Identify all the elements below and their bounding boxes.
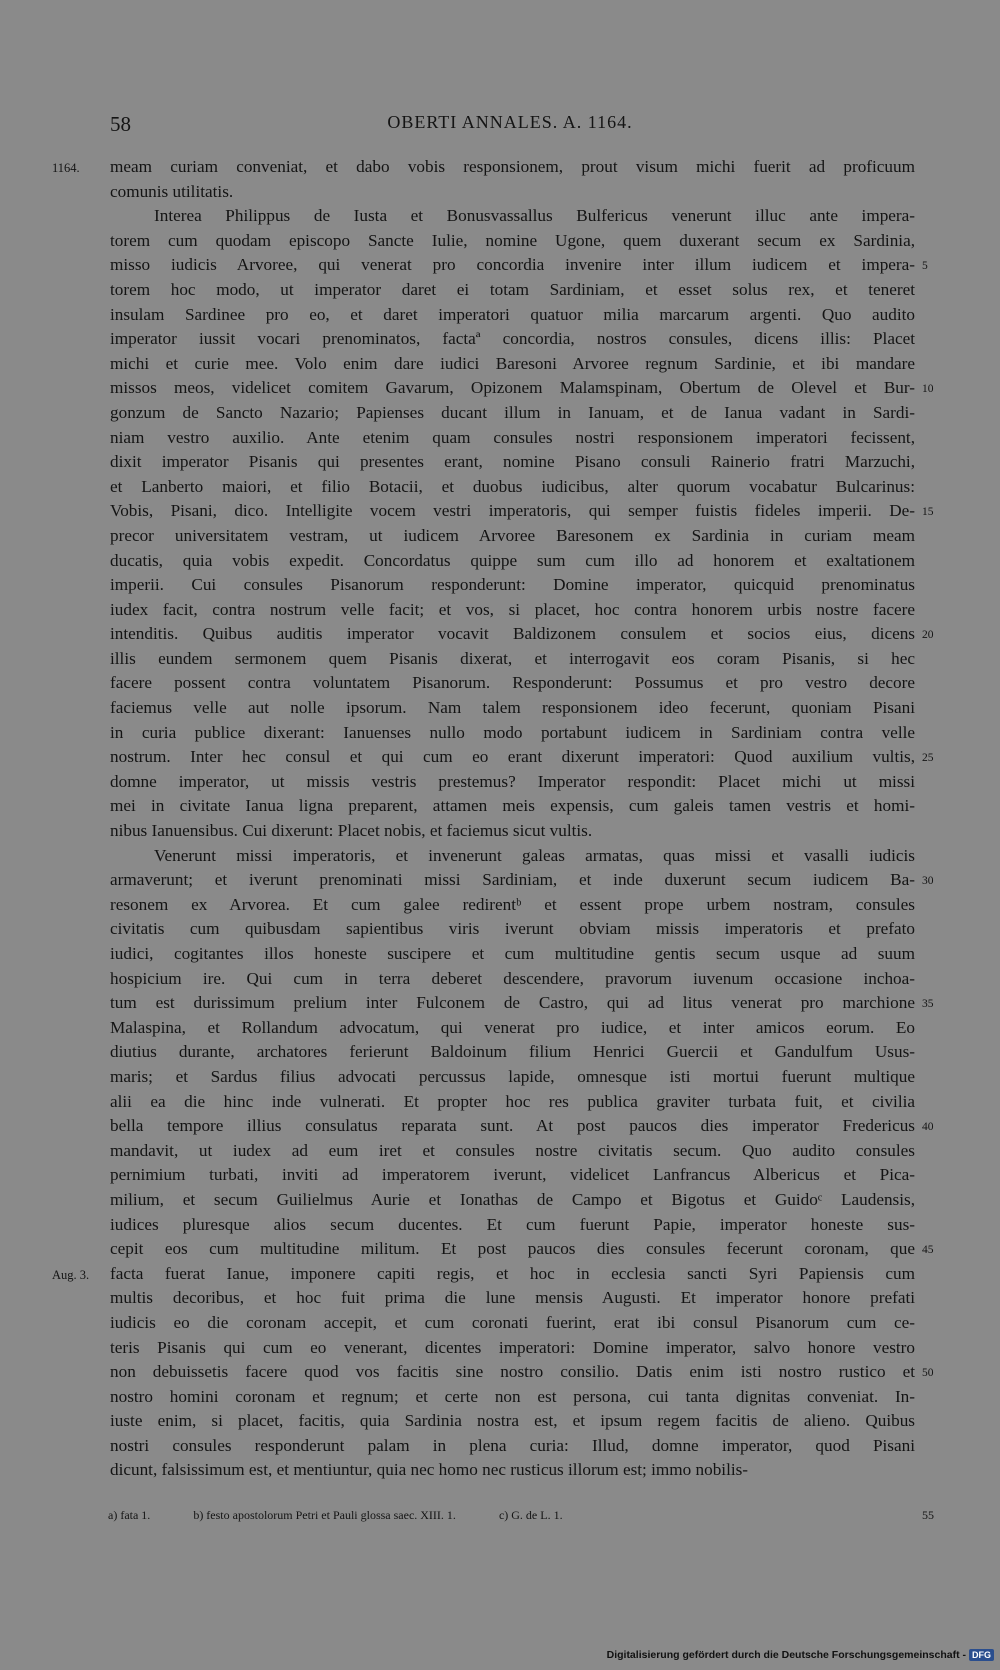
page-number: 58 <box>110 112 131 136</box>
text-line: resonem ex Arvorea. Et cum galee redirentᵇ et essent prope urbem nostram, consules <box>110 894 915 914</box>
page-header <box>110 112 910 142</box>
text-line: mandavit, ut iudex ad eum iret et consules nostre civitatis secum. Quo audito consules <box>110 1140 915 1160</box>
running-title: OBERTI ANNALES. A. 1164. <box>387 112 633 132</box>
body-text <box>110 155 915 1483</box>
text-line: et Lanberto maiori, et filio Botacii, et duobus iudicibus, alter quorum vocabatur Bulcarinus: <box>110 476 915 496</box>
text-line: meam curiam conveniat, et dabo vobis responsionem, prout visum michi fuerit ad proficuum <box>110 157 915 176</box>
text-line: facere possent contra voluntatem Pisanorum. Responderunt: Possumus et pro vestro decore <box>110 673 915 693</box>
text-line: iudex facit, contra nostrum velle facit; et vos, si placet, hoc contra honorem urbis nostre facere <box>110 599 915 619</box>
text-line: iudices pluresque alios secum ducentes. Et cum fuerunt Papie, imperator honeste sus- <box>110 1214 915 1234</box>
text-line: iudicis eo die coronam accepit, et cum coronati fuerint, erat ibi consul Pisanorum cum ce- <box>110 1312 915 1332</box>
text-line: tum est durissimum prelium inter Fulconem de Castro, qui ad litus venerat pro marchione <box>110 993 915 1013</box>
text-line: illis eundem sermonem quem Pisanis dixerat, et interrogavit eos coram Pisanis, si hec <box>110 648 915 668</box>
text-line: multis decoribus, et hoc fuit prima die lune mensis Augusti. Et imperator honore prefati <box>110 1288 915 1308</box>
text-line: missos meos, videlicet comitem Gavarum, Opizonem Malamspinam, Obertum de Olevel et Bur- <box>110 378 915 398</box>
line-number: 25 <box>922 752 934 765</box>
line-number: 30 <box>922 875 934 888</box>
text-line: maris; et Sardus filius advocati percussus lapide, omnesque isti mortui fuerunt multique <box>110 1066 915 1086</box>
text-line: faciemus velle aut nolle ipsorum. Nam talem responsionem ideo fecerunt, quoniam Pisani <box>110 698 915 718</box>
line-number: 45 <box>922 1244 934 1257</box>
line-number: 35 <box>922 998 934 1011</box>
footnotes <box>108 1508 934 1523</box>
text-line: misso iudicis Arvoree, qui venerat pro concordia invenire inter illum iudicem et impera- <box>110 255 915 275</box>
text-line: civitatis cum quibusdam sapientibus viris iverunt obviam missis imperatoris et prefato <box>110 919 915 939</box>
dfg-logo: DFG <box>969 1649 994 1661</box>
text-line: dixit imperator Pisanis qui presentes erant, nomine Pisano consuli Rainerio fratri Marzuchi, <box>110 452 915 472</box>
text-line: bella tempore illius consulatus reparata sunt. At post paucos dies imperator Fredericus <box>110 1116 915 1136</box>
text-line: Interea Philippus de Iusta et Bonusvassallus Bulfericus venerunt illuc ante impera- <box>154 206 915 226</box>
margin-date: Aug. 3. <box>52 1268 90 1282</box>
line-number: 40 <box>922 1121 934 1134</box>
text-line: torem cum quodam episcopo Sancte Iulie, nomine Ugone, quem duxerant secum ex Sardinia, <box>110 230 915 250</box>
text-line: in curia publice dixerant: Ianuenses nullo modo portabunt iudicem in Sardiniam contra velle <box>110 722 915 742</box>
text-line: armaverunt; et iverunt prenominati missi Sardiniam, et inde duxerunt secum iudicem Ba- <box>110 870 915 890</box>
text-line: facta fuerat Ianue, imponere capiti regis, et hoc in ecclesia sancti Syri Papiensis cum <box>110 1263 915 1283</box>
footnote-line-number: 55 <box>922 1508 934 1522</box>
text-line: niam vestro auxilio. Ante etenim quam consules nostri responsionem imperatori fecissent, <box>110 427 915 447</box>
text-line: nostrum. Inter hec consul et qui cum eo erant dixerunt imperatori: Quod auxilium vultis, <box>110 747 915 767</box>
text-line: imperii. Cui consules Pisanorum responderunt: Domine imperator, quicquid prenominatus <box>110 575 915 595</box>
line-number: 20 <box>922 629 934 642</box>
text-line: gonzum de Sancto Nazario; Papienses ducant illum in Ianuam, et de Ianua vadant in Sardi- <box>110 402 915 422</box>
text-line: iuste enim, si placet, facitis, quia Sardinia nostra est, et ipsum regem facitis de alieno. Quibus <box>110 1411 915 1431</box>
text-line: Vobis, Pisani, dico. Intelligite vocem vestri imperatoris, qui semper fuistis fideles imperii. De- <box>110 501 915 521</box>
text-line: insulam Sardinee pro eo, et daret imperatori quatuor milia marcarum argenti. Quo audito <box>110 304 915 324</box>
footnote-c: c) G. de L. 1. <box>498 1508 563 1522</box>
footnote-a: a) fata 1. <box>108 1508 151 1522</box>
text-line: michi et curie mee. Volo enim dare iudici Baresoni Arvoree regnum Sardinie, et ibi mandare <box>110 353 915 373</box>
text-line: milium, et secum Guilielmus Aurie et Ionathas de Campo et Bigotus et Guidoᶜ Laudensis, <box>110 1189 915 1209</box>
footnote-b: b) festo apostolorum Petri et Pauli glossa saec. XIII. 1. <box>193 1508 456 1522</box>
text-line: torem hoc modo, ut imperator daret ei totam Sardiniam, et esset solus rex, et teneret <box>110 279 915 299</box>
text-line: hospicium ire. Qui cum in terra deberet descendere, pravorum iuvenum occasione inchoa- <box>110 968 915 988</box>
text-line: ducatis, quia vobis expedit. Concordatus quippe sum cum illo ad honorem et exaltationem <box>110 550 915 570</box>
line-number: 50 <box>922 1367 934 1380</box>
text-line: non debuissetis facere quod vos facitis sine nostro consilio. Datis enim isti nostro rustico et <box>110 1362 915 1382</box>
text-line: iudici, cogitantes illos honeste suscipere et cum multitudine gentis secum usque ad suum <box>110 944 915 963</box>
text-line: nostri consules responderunt palam in plena curia: Illud, domne imperator, quod Pisani <box>110 1435 915 1455</box>
margin-date: 1164. <box>52 161 80 175</box>
text-line: nostro homini coronam et regnum; et certe non est persona, cui tanta dignitas conveniat. In- <box>110 1386 915 1406</box>
line-number: 10 <box>922 383 934 396</box>
text-line: cepit eos cum multitudine militum. Et post paucos dies consules fecerunt coronam, que <box>110 1239 915 1259</box>
text-line: domne imperator, ut missis vestris prestemus? Imperator respondit: Placet michi ut missi <box>110 771 915 791</box>
text-line: nibus Ianuensibus. Cui dixerunt: Placet nobis, et faciemus sicut vultis. <box>110 821 593 841</box>
text-line: mei in civitate Ianua ligna preparent, attamen meis expensis, cum galeis tamen vestris et homi- <box>110 796 915 816</box>
text-line: pernimium turbati, inviti ad imperatorem iverunt, videlicet Lanfrancus Albericus et Pica- <box>110 1165 915 1185</box>
line-number: 15 <box>922 506 934 519</box>
credit-text: Digitalisierung gefördert durch die Deutsche Forschungsgemeinschaft - <box>606 1649 966 1661</box>
text-line: Venerunt missi imperatoris, et invenerunt galeas armatas, quas missi et vasalli iudicis <box>154 845 915 865</box>
text-line: imperator iussit vocari prenominatos, factaª concordia, nostros consules, dicens illis: Placet <box>110 329 915 349</box>
text-line: Malaspina, et Rollandum advocatum, qui venerat pro iudice, et inter amicos eorum. Eo <box>110 1017 915 1037</box>
digitization-credit <box>607 1649 994 1661</box>
text-line: comunis utilitatis. <box>110 181 234 201</box>
text-line: intenditis. Quibus auditis imperator vocavit Baldizonem consulem et socios eius, dicens <box>110 624 915 644</box>
text-line: diutius durante, archatores ferierunt Baldoinum filium Henrici Guercii et Gandulfum Usus- <box>110 1042 915 1062</box>
text-line: dicunt, falsissimum est, et mentiuntur, quia nec homo nec rusticus illorum est; immo nobilis- <box>110 1460 749 1480</box>
line-number: 5 <box>922 260 928 273</box>
text-line: teris Pisanis qui cum eo venerant, dicentes imperatori: Domine imperator, salvo honore vestro <box>110 1337 915 1357</box>
text-line: alii ea die hinc inde vulnerati. Et propter hoc res publica graviter turbata fuit, et civilia <box>110 1091 915 1111</box>
text-line: precor universitatem vestram, ut iudicem Arvoree Baresonem ex Sardinia in curiam meam <box>110 525 915 545</box>
